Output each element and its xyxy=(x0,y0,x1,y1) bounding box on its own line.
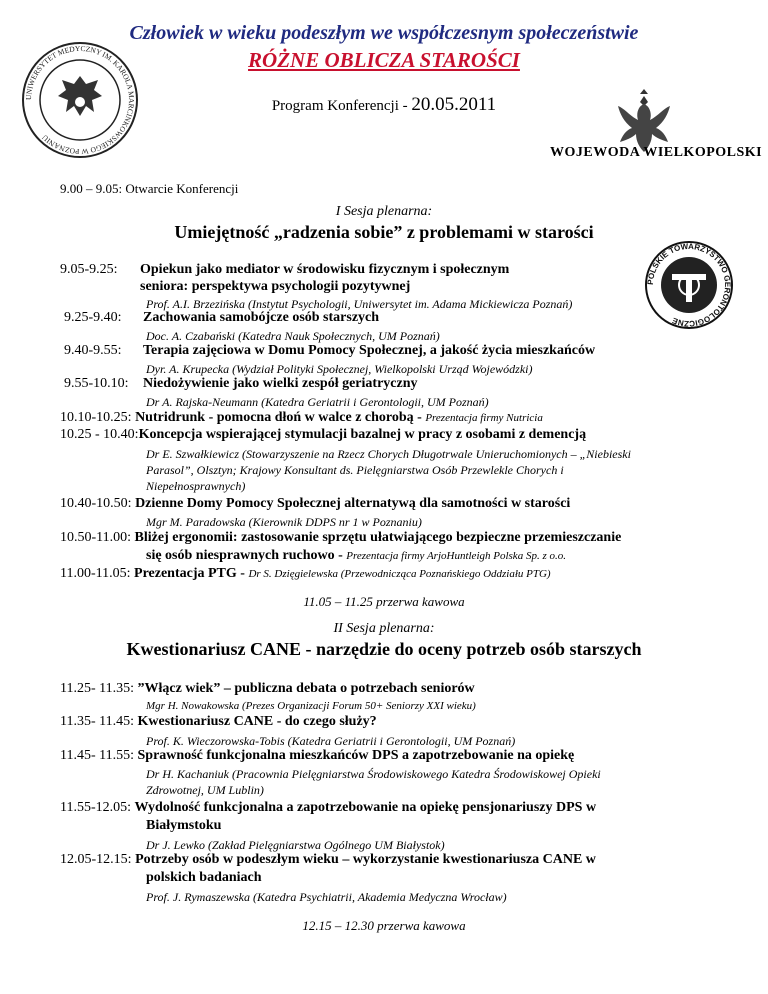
coffee-break-1: 11.05 – 11.25 przerwa kawowa xyxy=(303,594,465,609)
s2-item5-speaker: Prof. J. Rymaszewska (Katedra Psychiatrii, Akademia Medyczna Wrocław) xyxy=(146,890,507,904)
gerontology-seal-text: POLSKIE TOWARZYSTWO GERONTOLOGICZNE xyxy=(645,241,733,329)
s1-item8 xyxy=(60,530,621,546)
s1-item7-title: Dzienne Domy Pomocy Społecznej alternatywą dla samotności w starości xyxy=(135,496,571,511)
s1-item7 xyxy=(60,496,570,512)
conference-date: 20.05.2011 xyxy=(411,94,497,115)
s1-item8-note: Prezentacja firmy ArjoHuntleigh Polska Sp. z o.o. xyxy=(346,550,566,562)
s2-item5-title: Potrzeby osób w podeszłym wieku – wykorzystanie kwestionariusza CANE w xyxy=(135,852,596,867)
s2-item1 xyxy=(60,681,475,697)
s1-item3-time: 9.40-9.55: xyxy=(64,343,122,358)
program-label: Program Konferencji - xyxy=(271,98,408,114)
university-seal-icon xyxy=(20,40,140,160)
wojewoda-label: WOJEWODA WIELKOPOLSKI xyxy=(550,145,763,160)
conference-title: Człowiek w wieku podeszłym we współczesnym społeczeństwie xyxy=(129,22,639,44)
s2-item4-time: 11.55-12.05: xyxy=(60,800,132,815)
university-seal-text: UNIWERSYTET MEDYCZNY IM. KAROLA MARCINKOWSKIEGO W POZNANIU xyxy=(23,43,137,157)
s1-item1-time: 9.05-9.25: xyxy=(60,262,118,277)
s1-item9-title: Prezentacja PTG - xyxy=(134,566,245,581)
s1-item1-title-cont: seniora: perspektywa psychologii pozytywnej xyxy=(140,279,411,294)
s1-item7-time: 10.40-10.50: xyxy=(60,496,132,511)
session2-title: Kwestionariusz CANE - narzędzie do oceny potrzeb osób starszych xyxy=(126,639,642,659)
s2-item2-time: 11.35- 11.45: xyxy=(60,714,135,729)
s2-item1-time: 11.25- 11.35: xyxy=(60,681,135,696)
s1-item9 xyxy=(60,566,551,582)
s1-item5 xyxy=(60,410,543,426)
s1-item6-speaker-cont: Parasol”, Olsztyn; Krajowy Konsultant ds. Pielęgniarstwa Osób Przewlekle Chorych i xyxy=(146,463,564,477)
s1-item4-speaker: Dr A. Rajska-Neumann (Katedra Geriatrii i Gerontologii, UM Poznań) xyxy=(146,395,489,409)
s1-item6-title: Koncepcja wspierającej stymulacji bazalnej w pracy z osobami z demencją xyxy=(138,427,587,442)
s2-item4-title: Wydolność funkcjonalna a zapotrzebowanie na opiekę pensjonariuszy DPS w xyxy=(134,800,597,815)
s1-item8-title-cont: się osób niesprawnych ruchowo - xyxy=(146,548,343,563)
session2-label: II Sesja plenarna: xyxy=(333,621,435,636)
s1-item5-time: 10.10-10.25: xyxy=(60,410,132,425)
s2-item3-title: Sprawność funkcjonalna mieszkańców DPS a zapotrzebowanie na opiekę xyxy=(137,748,575,763)
s1-item6-speaker-cont2: Niepełnosprawnych) xyxy=(146,479,246,493)
s1-item2-time: 9.25-9.40: xyxy=(64,310,122,325)
s1-item3-title: Terapia zajęciowa w Domu Pomocy Społecznej, a jakość życia mieszkańców xyxy=(143,343,596,358)
s1-item4-time: 9.55-10.10: xyxy=(64,376,129,391)
s1-item7-speaker: Mgr M. Paradowska (Kierownik DDPS nr 1 w Poznaniu) xyxy=(146,515,422,529)
s1-item2-title: Zachowania samobójcze osób starszych xyxy=(143,310,380,325)
s2-item3 xyxy=(60,748,574,764)
opening-line: 9.00 – 9.05: Otwarcie Konferencji xyxy=(60,181,239,196)
s1-item3-speaker: Dyr. A. Krupecka (Wydział Polityki Społecznej, Wielkopolski Urząd Wojewódzki) xyxy=(146,362,533,376)
s2-item2 xyxy=(60,714,377,730)
s2-item3-time: 11.45- 11.55: xyxy=(60,748,135,763)
s1-item9-note: Dr S. Dzięgielewska (Przewodnicząca Poznańskiego Oddziału PTG) xyxy=(248,568,551,580)
s2-item5-time: 12.05-12.15: xyxy=(60,852,132,867)
session1-label: I Sesja plenarna: xyxy=(335,204,433,219)
s2-item4 xyxy=(60,800,596,816)
s2-item5 xyxy=(60,852,596,868)
s2-item4-title-cont: Białymstoku xyxy=(146,818,222,833)
s1-item1-title: Opiekun jako mediator w środowisku fizycznym i społecznym xyxy=(140,262,510,277)
gerontology-society-seal-icon xyxy=(644,240,734,330)
s2-item3-speaker: Dr H. Kachaniuk (Pracownia Pielęgniarstwa Środowiskowego Katedra Środowiskowej Opieki xyxy=(146,767,601,781)
conference-subtitle: RÓŻNE OBLICZA STAROŚCI xyxy=(248,48,520,72)
s1-item6-time: 10.25 - 10.40: xyxy=(60,427,139,442)
s1-item9-time: 11.00-11.05: xyxy=(60,566,131,581)
s2-item1-title: ”Włącz wiek” – publiczna debata o potrzebach seniorów xyxy=(137,681,475,696)
s1-item1-speaker: Prof. A.I. Brzezińska (Instytut Psychologii, Uniwersytet im. Adama Mickiewicza Poznań) xyxy=(146,297,573,311)
s1-item5-note: Prezentacja firmy Nutricia xyxy=(425,412,543,424)
s1-item2-speaker: Doc. A. Czabański (Katedra Nauk Społecznych, UM Poznań) xyxy=(146,329,440,343)
s1-item8-title: Bliżej ergonomii: zastosowanie sprzętu ułatwiającego bezpieczne przemieszczanie xyxy=(134,530,622,545)
s2-item2-speaker: Prof. K. Wieczorowska-Tobis (Katedra Geriatrii i Gerontologii, UM Poznań) xyxy=(146,734,516,748)
s2-item3-speaker-cont: Zdrowotnej, UM Lublin) xyxy=(146,783,264,797)
session1-title: Umiejętność „radzenia sobie” z problemami w starości xyxy=(174,222,594,242)
s2-item5-title-cont: polskich badaniach xyxy=(146,870,262,885)
s1-item6-speaker: Dr E. Szwałkiewicz (Stowarzyszenie na Rzecz Chorych Długotrwale Unieruchomionych – „Niebieski xyxy=(146,447,631,461)
s2-item4-speaker: Dr J. Lewko (Zakład Pielęgniarstwa Ogólnego UM Białystok) xyxy=(146,838,445,852)
s1-item5-title: Nutridrunk - pomocna dłoń w walce z chorobą - xyxy=(135,410,422,425)
s1-item6 xyxy=(60,427,586,443)
s1-item8-time: 10.50-11.00: xyxy=(60,530,132,545)
s2-item1-speaker: Mgr H. Nowakowska (Prezes Organizacji Forum 50+ Seniorzy XXI wieku) xyxy=(146,700,476,712)
s1-item4-title: Niedożywienie jako wielki zespół geriatryczny xyxy=(143,376,418,391)
s2-item2-title: Kwestionariusz CANE - do czego służy? xyxy=(137,714,377,729)
coffee-break-2: 12.15 – 12.30 przerwa kawowa xyxy=(302,918,466,933)
s1-item8-cont xyxy=(146,548,566,564)
